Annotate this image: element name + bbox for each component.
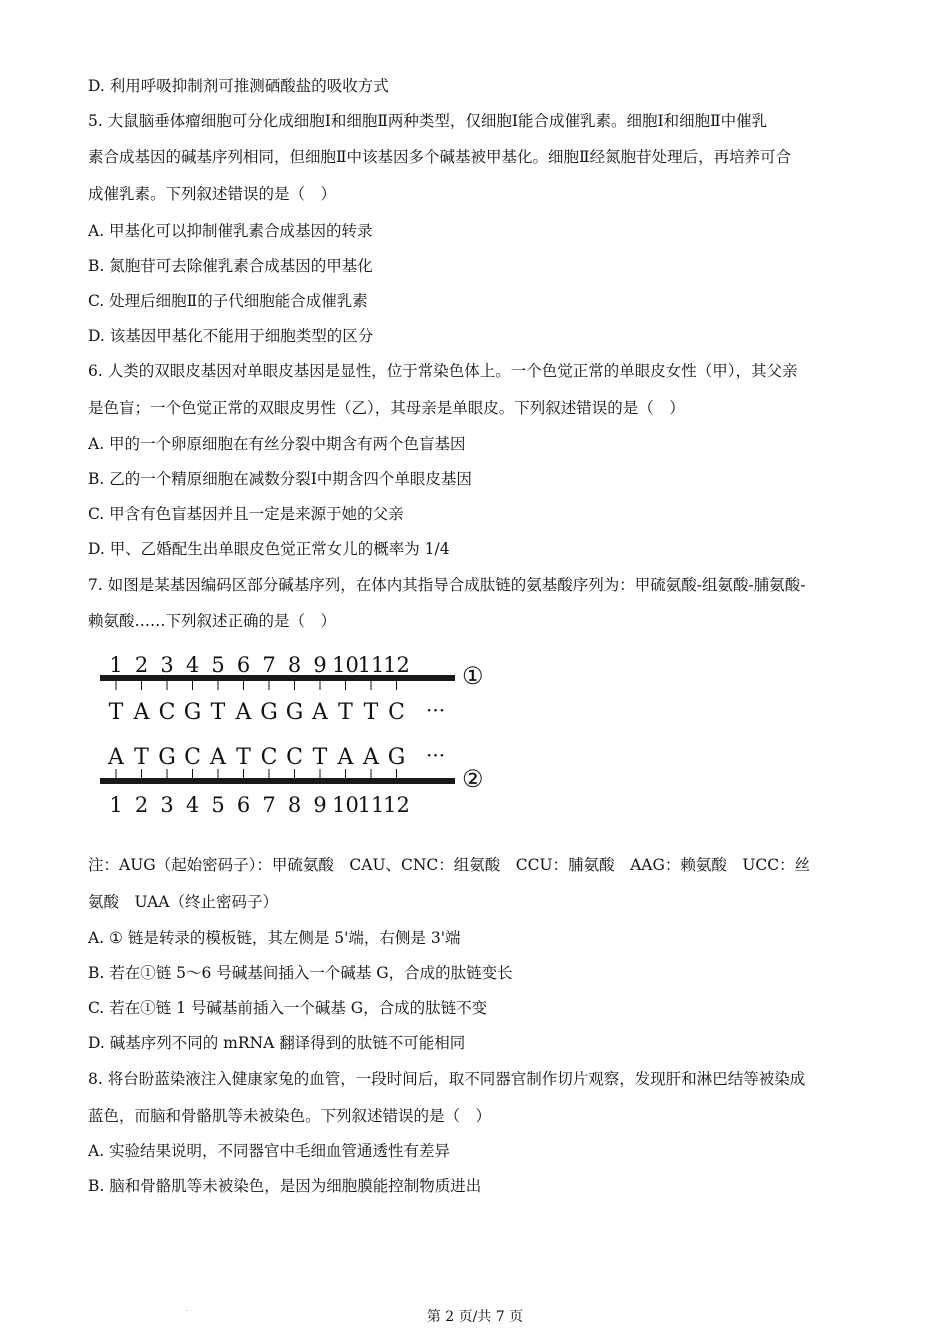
strand-1-base: G [285, 700, 304, 725]
q8-option-a: A. 实验结果说明，不同器官中毛细血管通透性有差异 [88, 1142, 451, 1160]
position-number-top: 7 [262, 653, 276, 677]
position-number-top: 4 [185, 653, 200, 677]
q5-stem-line-3: 成催乳素。下列叙述错误的是（ ） [88, 185, 337, 203]
q6-stem-line-2: 是色盲；一个色觉正常的双眼皮男性（乙），其母亲是单眼皮。下列叙述错误的是（ ） [88, 399, 685, 417]
q6-option-d: D. 甲、乙婚配生出单眼皮色觉正常女儿的概率为 1/4 [88, 540, 450, 558]
position-number-top: 5 [211, 653, 225, 677]
strand-2-base: A [337, 745, 354, 770]
position-number-bottom: 4 [185, 793, 200, 817]
q7-option-d: D. 碱基序列不同的 mRNA 翻译得到的肽链不可能相同 [88, 1034, 466, 1052]
position-number-bottom: 9 [313, 793, 327, 817]
position-number-bottom: 3 [160, 793, 174, 817]
q6-option-a: A. 甲的一个卵原细胞在有丝分裂中期含有两个色盲基因 [88, 435, 466, 453]
position-number-top: 12 [383, 653, 410, 677]
position-number-bottom: 2 [134, 793, 149, 817]
stray-dot: . [186, 1304, 189, 1313]
q5-option-b: B. 氮胞苷可去除催乳素合成基因的甲基化 [88, 257, 373, 275]
strand-2-base: G [158, 745, 176, 770]
strand-1-base: C [158, 700, 176, 725]
strand-1-label: ① [462, 662, 484, 690]
strand-1-base: T [210, 700, 226, 725]
q8-stem-line-2: 蓝色，而脑和骨骼肌等未被染色。下列叙述错误的是（ ） [88, 1107, 492, 1125]
dna-figure-layer [100, 653, 484, 817]
strand-2-ellipsis: ··· [426, 743, 446, 767]
strand-2-base: A [210, 745, 226, 770]
strand-1-base: G [260, 700, 278, 725]
q7-option-a: A. ① 链是转录的模板链，其左侧是 5'端，右侧是 3'端 [88, 929, 461, 947]
position-number-bottom: 7 [262, 793, 276, 817]
strand-2-base: T [236, 745, 251, 770]
q7-stem-line-1: 7. 如图是某基因编码区部分碱基序列，在体内其指导合成肽链的氨基酸序列为：甲硫氨酸-组氨酸-脯氨酸- [88, 576, 806, 594]
q5-option-d: D. 该基因甲基化不能用于细胞类型的区分 [88, 327, 374, 345]
position-number-top: 11 [357, 653, 385, 677]
strand-2-base: C [286, 745, 303, 770]
q5-option-c: C. 处理后细胞Ⅱ的子代细胞能合成催乳素 [88, 292, 368, 310]
strand-1-base: C [388, 700, 405, 725]
strand-1-base: T [363, 700, 379, 725]
q7-stem-line-2: 赖氨酸……下列叙述正确的是（ ） [88, 612, 337, 630]
position-number-top: 2 [134, 653, 149, 677]
q6-stem-line-1: 6. 人类的双眼皮基因对单眼皮基因是显性，位于常染色体上。一个色觉正常的单眼皮女性（甲），其父亲 [88, 362, 798, 380]
q6-option-c: C. 甲含有色盲基因并且一定是来源于她的父亲 [88, 505, 404, 523]
position-number-top: 8 [287, 653, 302, 677]
position-number-bottom: 12 [383, 793, 410, 817]
position-number-bottom: 1 [109, 793, 123, 817]
position-number-bottom: 5 [211, 793, 225, 817]
q8-option-b: B. 脑和骨骼肌等未被染色，是因为细胞膜能控制物质进出 [88, 1177, 482, 1195]
strand-2-base: T [134, 745, 149, 770]
strand-2-base: A [108, 745, 124, 770]
q7-option-c: C. 若在①链 1 号碱基前插入一个碱基 G，合成的肽链不变 [88, 999, 488, 1017]
strand-2-base: C [184, 745, 201, 770]
strand-2-base: T [312, 745, 328, 770]
q4-option-d: D. 利用呼吸抑制剂可推测硒酸盐的吸收方式 [88, 77, 389, 95]
q5-stem-line-2: 素合成基因的碱基序列相同，但细胞Ⅱ中该基因多个碱基被甲基化。细胞Ⅱ经氮胞苷处理后，再培养可合 [88, 148, 792, 166]
q6-option-b: B. 乙的一个精原细胞在减数分裂Ⅰ中期含四个单眼皮基因 [88, 470, 472, 488]
strand-1-base: T [108, 700, 124, 725]
strand-1-base: A [312, 700, 328, 725]
strand-1-base: A [133, 700, 150, 725]
position-number-top: 6 [236, 653, 251, 677]
strand-2-base: C [260, 745, 278, 770]
q5-stem-line-1: 5. 大鼠脑垂体瘤细胞可分化成细胞Ⅰ和细胞Ⅱ两种类型，仅细胞Ⅰ能合成催乳素。细胞Ⅰ和细胞Ⅱ中催乳 [88, 112, 768, 130]
position-number-top: 10 [332, 653, 359, 677]
position-number-top: 9 [313, 653, 327, 677]
strand-1-base: T [338, 700, 353, 725]
strand-1-base: A [235, 700, 252, 725]
strand-2-label: ② [462, 765, 484, 793]
page-footer: 第 2 页/共 7 页 [426, 1309, 524, 1325]
position-number-bottom: 6 [236, 793, 251, 817]
q8-stem-line-1: 8. 将台盼蓝染液注入健康家兔的血管，一段时间后，取不同器官制作切片观察，发现肝和淋巴结等被染成 [88, 1070, 806, 1088]
strand-2-base: A [363, 745, 379, 770]
strand-2-base: G [387, 745, 406, 770]
position-number-bottom: 10 [332, 793, 359, 817]
strand-1-ellipsis: ··· [426, 698, 446, 722]
strand-1-base: G [183, 700, 202, 725]
strand-2-bar [100, 778, 455, 784]
q7-option-b: B. 若在①链 5～6 号碱基间插入一个碱基 G，合成的肽链变长 [88, 964, 513, 982]
q7-note-line-2: 氨酸 UAA（终止密码子） [88, 893, 278, 911]
position-number-top: 3 [160, 653, 174, 677]
q7-note-line-1: 注：AUG（起始密码子）：甲硫氨酸 CAU、CNC：组氨酸 CCU：脯氨酸 AAG：赖氨酸 UCC：丝 [88, 856, 811, 874]
position-number-top: 1 [109, 653, 123, 677]
position-number-bottom: 11 [357, 793, 385, 817]
position-number-bottom: 8 [287, 793, 302, 817]
q5-option-a: A. 甲基化可以抑制催乳素合成基因的转录 [88, 222, 373, 240]
